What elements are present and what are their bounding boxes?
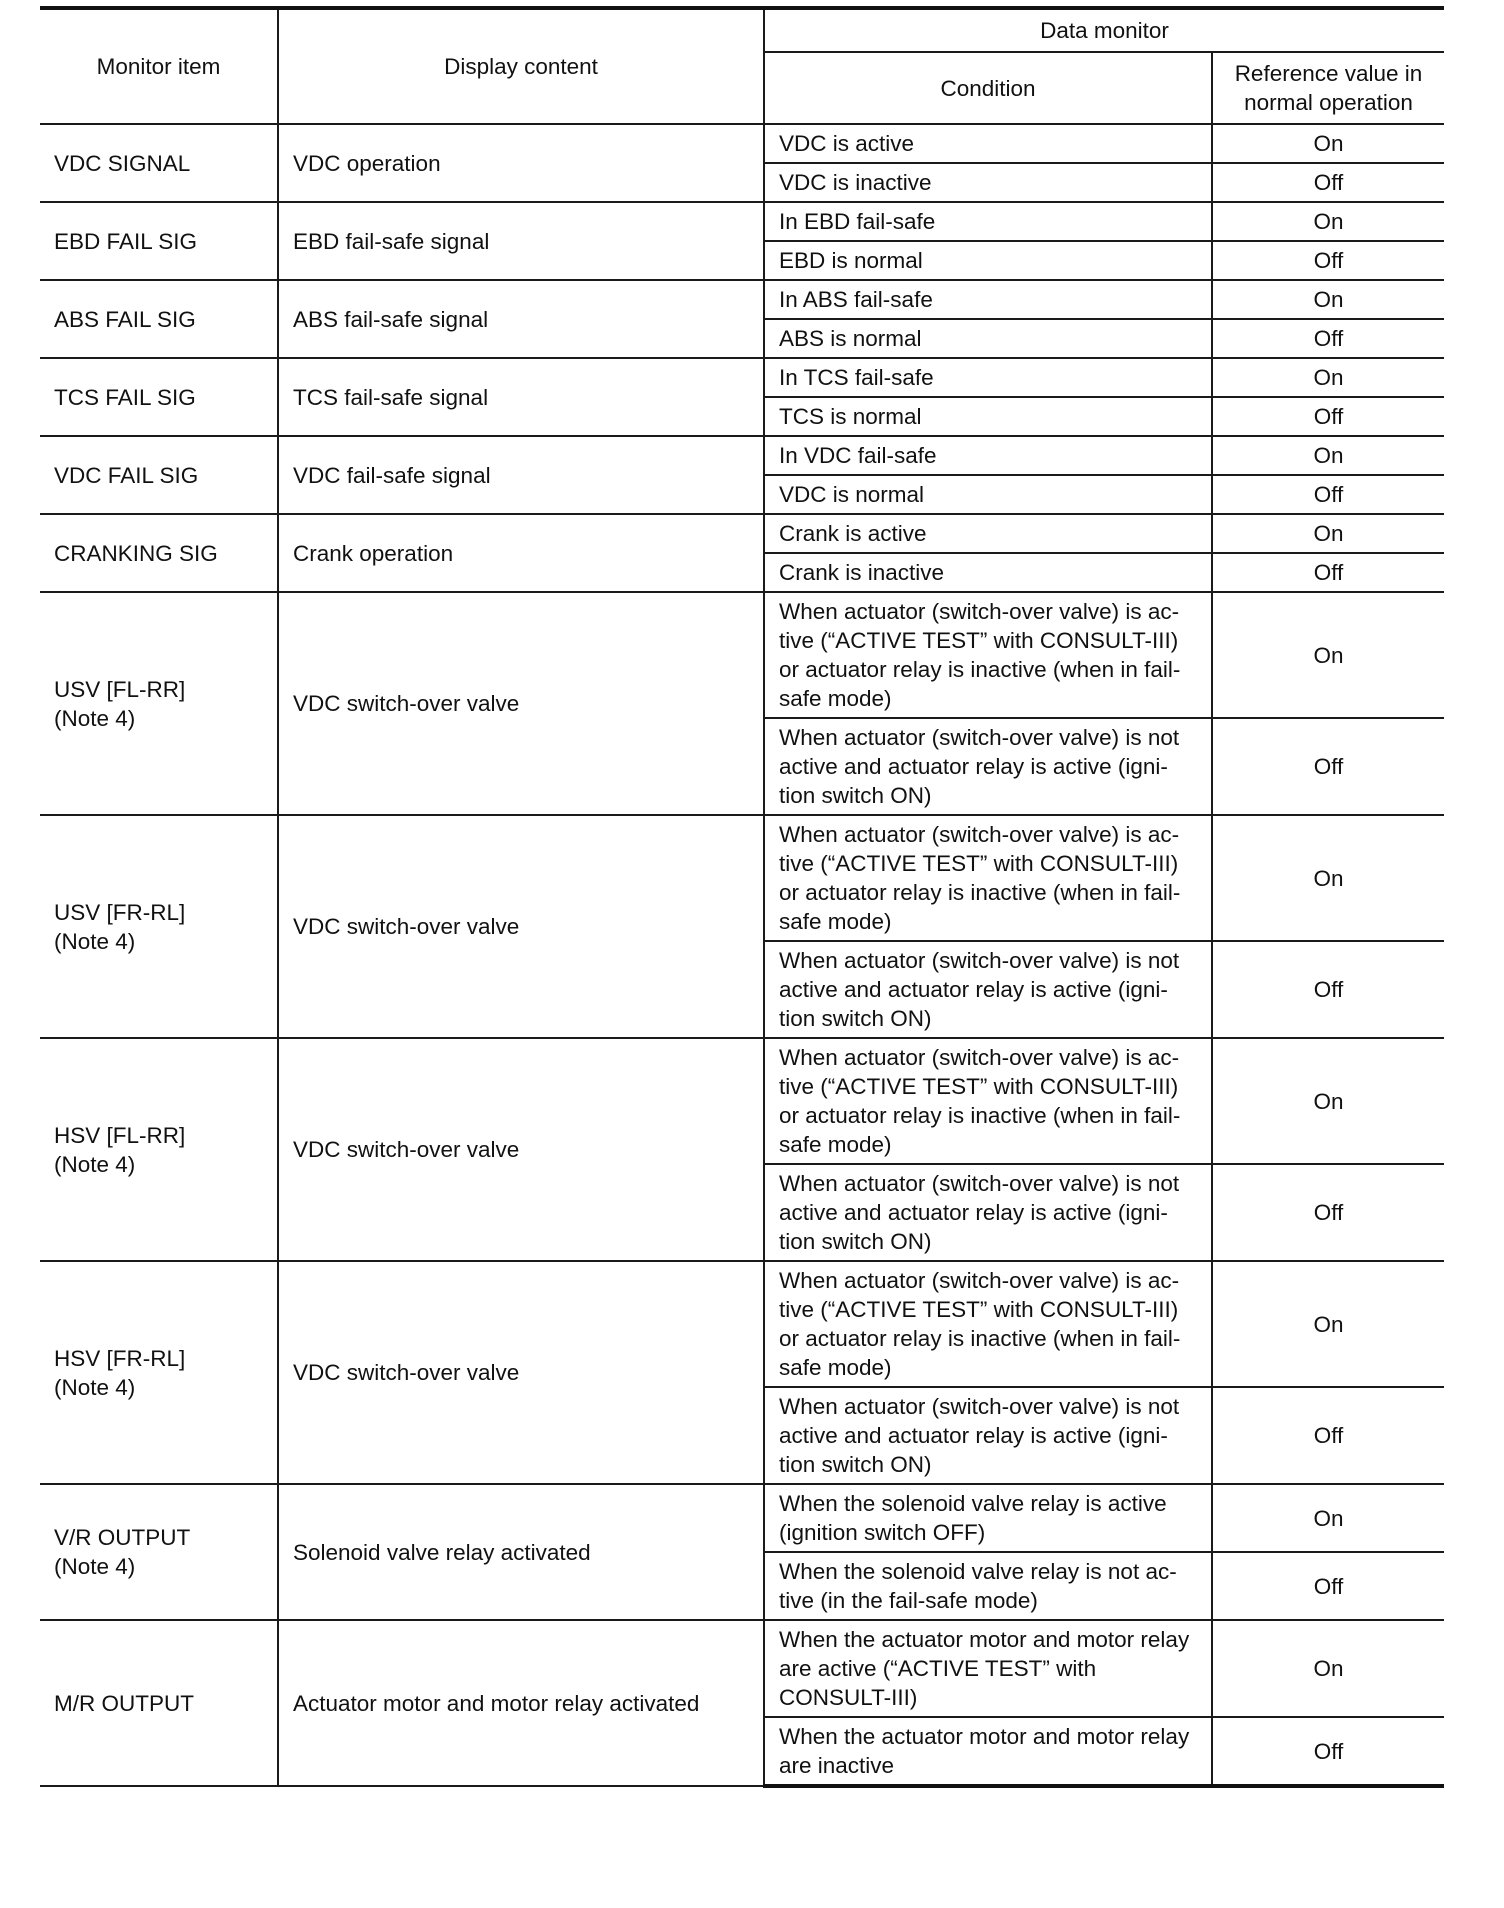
table-row: [40, 1620, 1444, 1717]
condition-cell: TCS is normal: [764, 397, 1212, 436]
table-row: [40, 358, 1444, 397]
reference-value-cell: Off: [1212, 319, 1444, 358]
reference-value-cell: Off: [1212, 1387, 1444, 1484]
monitor-item-cell: [40, 1620, 278, 1786]
reference-value-cell: Off: [1212, 475, 1444, 514]
monitor-item-note: (Note 4): [54, 928, 136, 954]
reference-value-cell: On: [1212, 436, 1444, 475]
monitor-item-name: VDC SIGNAL: [54, 150, 191, 176]
table-row: [40, 280, 1444, 319]
monitor-item-name: HSV [FR-RL]: [54, 1345, 186, 1371]
reference-value-cell: Off: [1212, 1717, 1444, 1786]
condition-cell: In EBD fail-safe: [764, 202, 1212, 241]
display-content-cell: Solenoid valve relay activated: [278, 1484, 764, 1620]
condition-cell: When actuator (switch-over valve) is not active and actuator relay is active (igni-tion switch ON): [764, 1164, 1212, 1261]
header-data-monitor: Data monitor: [764, 8, 1444, 52]
condition-cell: Crank is active: [764, 514, 1212, 553]
reference-value-cell: On: [1212, 124, 1444, 163]
header-monitor-item: Monitor item: [40, 8, 278, 124]
monitor-item-cell: [40, 124, 278, 202]
display-content-cell: VDC fail-safe signal: [278, 436, 764, 514]
header-display-content: Display content: [278, 8, 764, 124]
reference-value-cell: Off: [1212, 397, 1444, 436]
condition-cell: When actuator (switch-over valve) is ac-tive (“ACTIVE TEST” with CONSULT-III) or actuator relay is inactive (when in fail-safe mode): [764, 1261, 1212, 1387]
condition-cell: When the actuator motor and motor relay are inactive: [764, 1717, 1212, 1786]
display-content-cell: EBD fail-safe signal: [278, 202, 764, 280]
condition-cell: VDC is inactive: [764, 163, 1212, 202]
condition-cell: EBD is normal: [764, 241, 1212, 280]
condition-cell: When actuator (switch-over valve) is not active and actuator relay is active (igni-tion switch ON): [764, 718, 1212, 815]
condition-cell: In TCS fail-safe: [764, 358, 1212, 397]
condition-cell: Crank is inactive: [764, 553, 1212, 592]
condition-cell: VDC is normal: [764, 475, 1212, 514]
reference-value-cell: On: [1212, 514, 1444, 553]
monitor-item-name: HSV [FL-RR]: [54, 1122, 186, 1148]
document-page: [40, 6, 1444, 1788]
condition-cell: VDC is active: [764, 124, 1212, 163]
table-row: [40, 202, 1444, 241]
reference-value-cell: Off: [1212, 163, 1444, 202]
reference-value-cell: On: [1212, 592, 1444, 718]
monitor-item-note: (Note 4): [54, 1554, 136, 1579]
reference-value-cell: Off: [1212, 553, 1444, 592]
table-row: [40, 815, 1444, 941]
display-content-cell: Crank operation: [278, 514, 764, 592]
display-content-cell: Actuator motor and motor relay activated: [278, 1620, 764, 1786]
reference-value-cell: Off: [1212, 241, 1444, 280]
display-content-cell: TCS fail-safe signal: [278, 358, 764, 436]
monitor-item-note: (Note 4): [54, 1151, 136, 1177]
reference-value-cell: On: [1212, 1038, 1444, 1164]
reference-value-cell: On: [1212, 1261, 1444, 1387]
display-content-cell: ABS fail-safe signal: [278, 280, 764, 358]
table-body: [40, 124, 1444, 1786]
reference-value-cell: On: [1212, 358, 1444, 397]
monitor-item-note: (Note 4): [54, 705, 136, 731]
display-content-cell: VDC switch-over valve: [278, 815, 764, 1038]
reference-value-cell: On: [1212, 815, 1444, 941]
monitor-item-cell: [40, 592, 278, 815]
header-reference-value: Reference value in normal operation: [1212, 52, 1444, 124]
table-row: [40, 1484, 1444, 1552]
monitor-item-note: (Note 4): [54, 1374, 136, 1400]
monitor-item-cell: [40, 1484, 278, 1620]
monitor-item-cell: [40, 358, 278, 436]
monitor-item-name: V/R OUTPUT: [54, 1525, 191, 1550]
table-row: [40, 124, 1444, 163]
reference-value-cell: Off: [1212, 941, 1444, 1038]
data-monitor-table: [40, 6, 1444, 1788]
display-content-cell: VDC operation: [278, 124, 764, 202]
display-content-cell: VDC switch-over valve: [278, 1261, 764, 1484]
reference-value-cell: On: [1212, 1484, 1444, 1552]
reference-value-cell: Off: [1212, 718, 1444, 815]
monitor-item-cell: [40, 436, 278, 514]
monitor-item-name: EBD FAIL SIG: [54, 228, 197, 254]
condition-cell: When actuator (switch-over valve) is ac-tive (“ACTIVE TEST” with CONSULT-III) or actuator relay is inactive (when in fail-safe mode): [764, 592, 1212, 718]
monitor-item-name: CRANKING SIG: [54, 540, 218, 566]
monitor-item-name: USV [FL-RR]: [54, 676, 186, 702]
table-row: [40, 1261, 1444, 1387]
condition-cell: ABS is normal: [764, 319, 1212, 358]
condition-cell: When actuator (switch-over valve) is ac-tive (“ACTIVE TEST” with CONSULT-III) or actuator relay is inactive (when in fail-safe mode): [764, 1038, 1212, 1164]
monitor-item-cell: [40, 514, 278, 592]
condition-cell: When the solenoid valve relay is active (ignition switch OFF): [764, 1484, 1212, 1552]
table-row: [40, 592, 1444, 718]
monitor-item-name: USV [FR-RL]: [54, 899, 186, 925]
reference-value-cell: On: [1212, 202, 1444, 241]
monitor-item-name: VDC FAIL SIG: [54, 462, 199, 488]
condition-cell: When the actuator motor and motor relay are active (“ACTIVE TEST” with CONSULT-III): [764, 1620, 1212, 1717]
header-row-top: [40, 8, 1444, 52]
condition-cell: In VDC fail-safe: [764, 436, 1212, 475]
display-content-cell: VDC switch-over valve: [278, 592, 764, 815]
monitor-item-name: ABS FAIL SIG: [54, 306, 196, 332]
monitor-item-cell: [40, 1038, 278, 1261]
condition-cell: When actuator (switch-over valve) is ac-tive (“ACTIVE TEST” with CONSULT-III) or actuator relay is inactive (when in fail-safe mode): [764, 815, 1212, 941]
condition-cell: When actuator (switch-over valve) is not active and actuator relay is active (igni-tion switch ON): [764, 941, 1212, 1038]
table-row: [40, 1038, 1444, 1164]
monitor-item-cell: [40, 1261, 278, 1484]
display-content-cell: VDC switch-over valve: [278, 1038, 764, 1261]
monitor-item-cell: [40, 280, 278, 358]
reference-value-cell: On: [1212, 1620, 1444, 1717]
reference-value-cell: On: [1212, 280, 1444, 319]
condition-cell: When the solenoid valve relay is not ac-tive (in the fail-safe mode): [764, 1552, 1212, 1620]
condition-cell: When actuator (switch-over valve) is not active and actuator relay is active (igni-tion switch ON): [764, 1387, 1212, 1484]
monitor-item-name: M/R OUTPUT: [54, 1690, 194, 1716]
condition-cell: In ABS fail-safe: [764, 280, 1212, 319]
reference-value-cell: Off: [1212, 1552, 1444, 1620]
monitor-item-name: TCS FAIL SIG: [54, 384, 196, 410]
reference-value-cell: Off: [1212, 1164, 1444, 1261]
table-row: [40, 436, 1444, 475]
monitor-item-cell: [40, 202, 278, 280]
table-row: [40, 514, 1444, 553]
header-condition: Condition: [764, 52, 1212, 124]
monitor-item-cell: [40, 815, 278, 1038]
